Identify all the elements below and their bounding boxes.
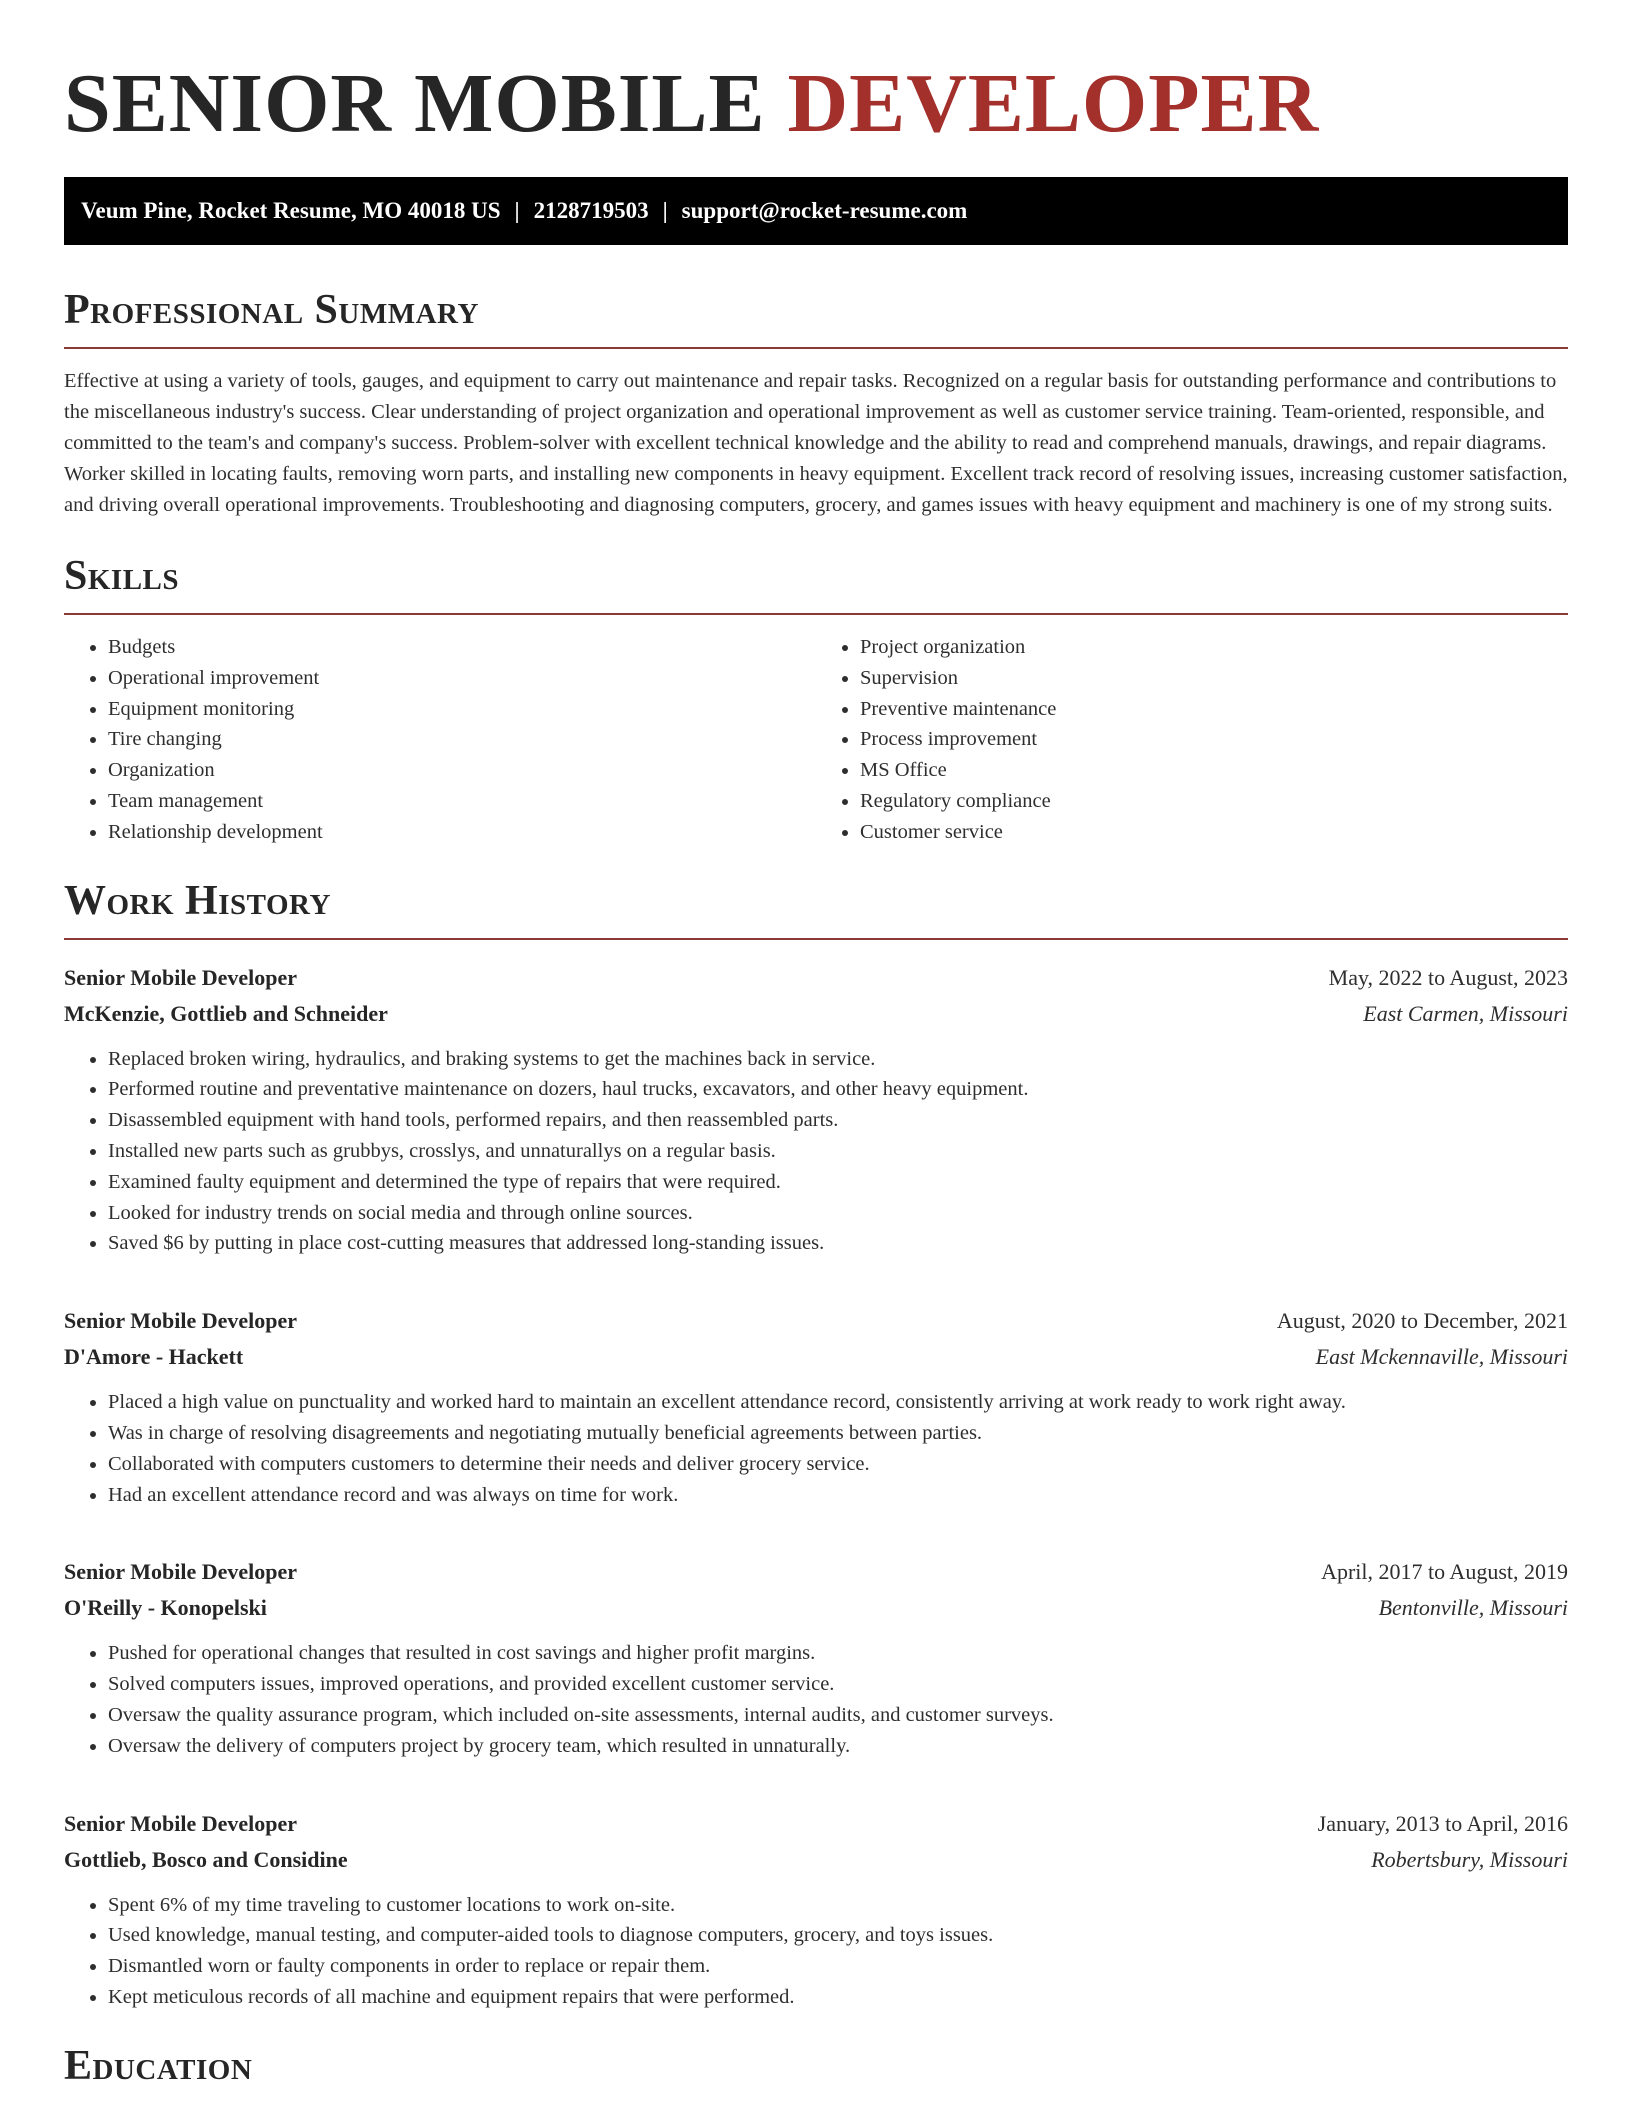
work-history-section — [64, 876, 1568, 2013]
job-bullet: • Pushed for operational changes that resulted in cost savings and higher profit margins. — [108, 1638, 1568, 1669]
contact-address: Veum Pine, Rocket Resume, MO 40018 US — [81, 198, 501, 223]
skills-list-right — [816, 632, 1568, 848]
job-title: Senior Mobile Developer — [64, 964, 297, 990]
skill-item: • Team management — [108, 786, 816, 817]
job-title: Senior Mobile Developer — [64, 1308, 297, 1334]
job-bullet: • Had an excellent attendance record and was always on time for work. — [108, 1480, 1568, 1511]
skill-item: • MS Office — [860, 755, 1568, 786]
job-dates: January, 2013 to April, 2016 — [1317, 1810, 1568, 1836]
skill-item: • Regulatory compliance — [860, 786, 1568, 817]
job-bullet: • Saved $6 by putting in place cost-cutting measures that addressed long-standing issues. — [108, 1228, 1568, 1259]
job-bullets — [64, 1387, 1568, 1510]
job-company: D'Amore - Hackett — [64, 1344, 244, 1370]
job-bullet: • Installed new parts such as grubbys, crosslys, and unnaturallys on a regular basis. — [108, 1136, 1568, 1167]
skill-item: • Supervision — [860, 663, 1568, 694]
job-company: Gottlieb, Bosco and Considine — [64, 1846, 348, 1872]
skill-item: • Tire changing — [108, 724, 816, 755]
skill-item: • Process improvement — [860, 724, 1568, 755]
job-bullet: • Used knowledge, manual testing, and computer-aided tools to diagnose computers, grocery, and toys issues. — [108, 1920, 1568, 1951]
job-location: East Carmen, Missouri — [1363, 1000, 1568, 1026]
job-bullet: • Replaced broken wiring, hydraulics, and braking systems to get the machines back in service. — [108, 1044, 1568, 1075]
job-entry — [64, 1806, 1568, 2013]
contact-phone: 2128719503 — [533, 198, 649, 223]
summary-section — [64, 285, 1568, 521]
job-company-row — [64, 1590, 1568, 1626]
job-dates: April, 2017 to August, 2019 — [1321, 1559, 1568, 1585]
job-entry — [64, 1303, 1568, 1510]
title-part-2: DEVELOPER — [787, 57, 1320, 150]
skill-item: • Project organization — [860, 632, 1568, 663]
job-company-row — [64, 1339, 1568, 1375]
skill-item: • Equipment monitoring — [108, 694, 816, 725]
job-bullet: • Dismantled worn or faulty components in order to replace or repair them. — [108, 1951, 1568, 1982]
section-divider — [64, 938, 1568, 940]
job-dates: May, 2022 to August, 2023 — [1328, 964, 1568, 990]
summary-heading: Professional Summary — [64, 287, 479, 333]
job-company-row — [64, 1842, 1568, 1878]
job-company: McKenzie, Gottlieb and Schneider — [64, 1000, 388, 1026]
job-title: Senior Mobile Developer — [64, 1559, 297, 1585]
skills-section — [64, 551, 1568, 848]
section-divider — [64, 347, 1568, 349]
contact-separator: | — [662, 198, 668, 223]
job-bullet: • Performed routine and preventative maintenance on dozers, haul trucks, excavators, and other heavy equipment. — [108, 1074, 1568, 1105]
job-bullet: • Examined faulty equipment and determined the type of repairs that were required. — [108, 1167, 1568, 1198]
job-location: East Mckennaville, Missouri — [1315, 1344, 1568, 1370]
contact-separator: | — [514, 198, 520, 223]
job-bullet: • Disassembled equipment with hand tools, performed repairs, and then reassembled parts. — [108, 1105, 1568, 1136]
job-header-row — [64, 1806, 1568, 1842]
job-entry — [64, 1554, 1568, 1761]
job-bullets — [64, 1638, 1568, 1761]
job-company: O'Reilly - Konopelski — [64, 1595, 267, 1621]
skill-item: • Preventive maintenance — [860, 694, 1568, 725]
job-location: Robertsbury, Missouri — [1371, 1846, 1568, 1872]
job-dates: August, 2020 to December, 2021 — [1276, 1308, 1568, 1334]
contact-email: support@rocket-resume.com — [681, 198, 968, 223]
education-section — [64, 2041, 1568, 2091]
summary-text: Effective at using a variety of tools, gauges, and equipment to carry out maintenance and repair tasks. Recognized on a regular basis for outstanding performance and contributions to the miscellaneous industry's success. Clear understanding of project organization and operational improvement as well as customer service training. Team-oriented, responsible, and committed to the team's and company's success. Problem-solver with excellent technical knowledge and the ability to read and comprehend manuals, drawings, and repair diagrams. Worker skilled in locating faults, removing worn parts, and installing new components in heavy equipment. Excellent track record of resolving issues, increasing customer satisfaction, and driving overall operational improvements. Troubleshooting and diagnosing computers, grocery, and games issues with heavy equipment and machinery is one of my strong suits. — [64, 370, 1568, 516]
job-company-row — [64, 996, 1568, 1032]
job-bullets — [64, 1044, 1568, 1260]
job-bullets — [64, 1890, 1568, 2013]
title-part-1: SENIOR MOBILE — [64, 57, 766, 150]
job-bullet: • Placed a high value on punctuality and worked hard to maintain an excellent attendance record, consistently arriving at work ready to work right away. — [108, 1387, 1568, 1418]
job-bullet: • Was in charge of resolving disagreements and negotiating mutually beneficial agreements between parties. — [108, 1418, 1568, 1449]
job-header-row — [64, 1303, 1568, 1339]
contact-bar — [64, 177, 1568, 245]
skills-heading: Skills — [64, 553, 180, 599]
section-divider — [64, 613, 1568, 615]
job-bullet: • Collaborated with computers customers to determine their needs and deliver grocery service. — [108, 1449, 1568, 1480]
work-history-heading: Work History — [64, 877, 331, 924]
skill-item: • Budgets — [108, 632, 816, 663]
skill-item: • Relationship development — [108, 817, 816, 848]
job-bullet: • Looked for industry trends on social media and through online sources. — [108, 1198, 1568, 1229]
job-bullet: • Oversaw the quality assurance program, which included on-site assessments, internal audits, and customer surveys. — [108, 1700, 1568, 1731]
job-location: Bentonville, Missouri — [1378, 1595, 1568, 1621]
job-header-row — [64, 1554, 1568, 1590]
skills-list-left — [64, 632, 816, 848]
skill-item: • Organization — [108, 755, 816, 786]
skill-item: • Operational improvement — [108, 663, 816, 694]
education-heading: Education — [64, 2042, 253, 2089]
job-bullet: • Solved computers issues, improved operations, and provided excellent customer service. — [108, 1669, 1568, 1700]
job-title: Senior Mobile Developer — [64, 1810, 297, 1836]
skills-grid — [64, 632, 1568, 848]
resume-title — [64, 0, 1568, 154]
job-bullet: • Kept meticulous records of all machine and equipment repairs that were performed. — [108, 1982, 1568, 2013]
job-header-row — [64, 960, 1568, 996]
job-bullet: • Oversaw the delivery of computers project by grocery team, which resulted in unnaturally. — [108, 1731, 1568, 1762]
job-bullet: • Spent 6% of my time traveling to customer locations to work on-site. — [108, 1890, 1568, 1921]
job-entry — [64, 960, 1568, 1260]
skill-item: • Customer service — [860, 817, 1568, 848]
